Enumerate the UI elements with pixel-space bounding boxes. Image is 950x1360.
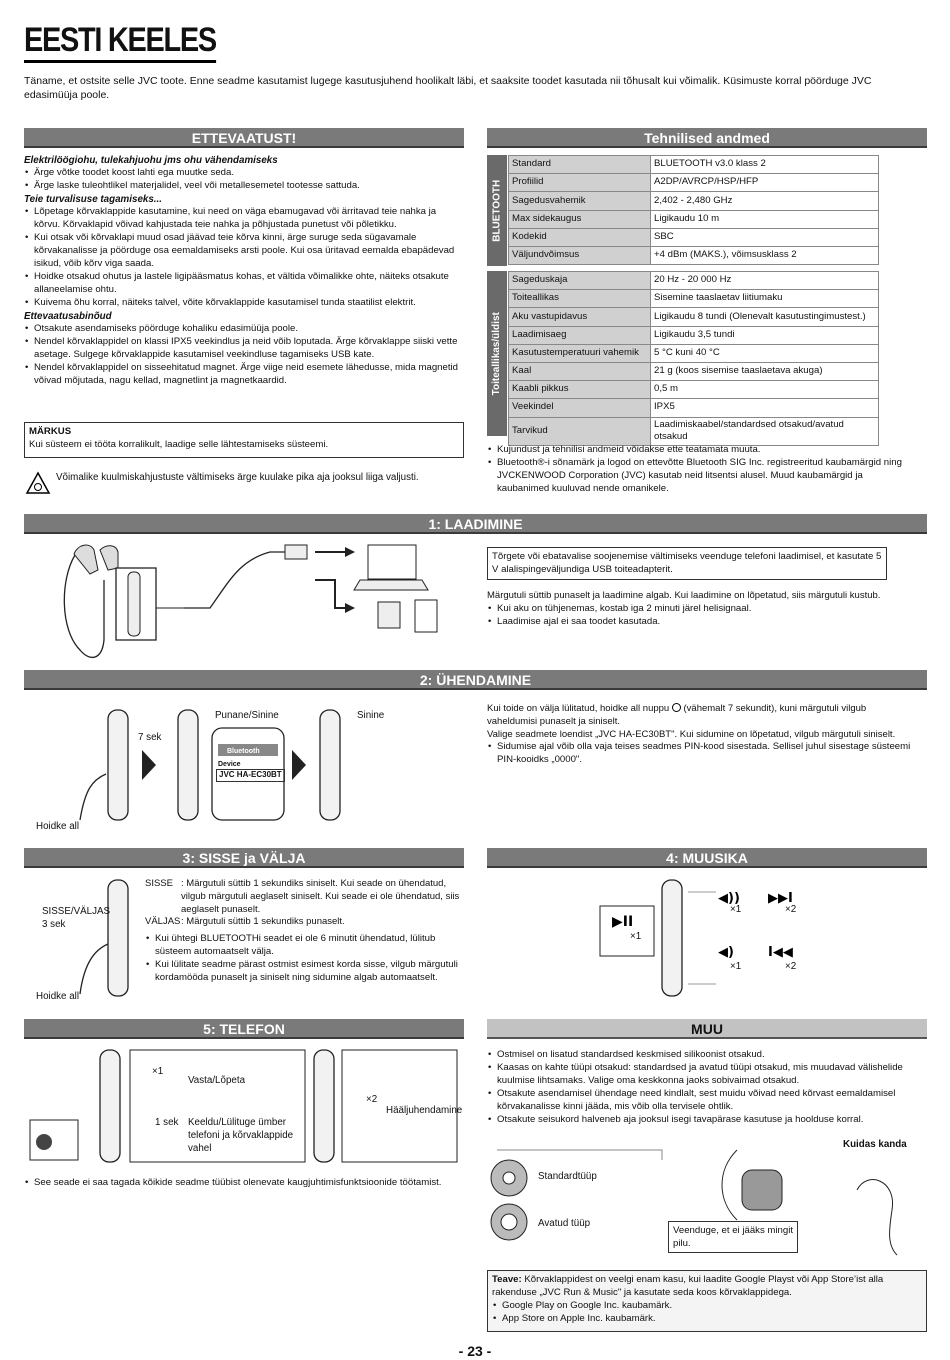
- info-list: [492, 1300, 922, 1326]
- gap-note-box: Veenduge, et ei jääks mingit pilu.: [668, 1221, 798, 1253]
- phone-list: [24, 1177, 464, 1190]
- power-illustration: [70, 874, 140, 1004]
- list-item: • Nendel kõrvaklappidel on sisseehitatud magnet. Ärge viige neid esemete lähedusse, mida magnetid võivad mõjutada, nagu kellad, magnetlint ja magnetkaardid.: [24, 362, 464, 388]
- note-text: Kui süsteem ei tööta korralikult, laadige selle lähtestamiseks süsteemi.: [29, 438, 329, 450]
- page-title: EESTI KEELES: [24, 20, 216, 63]
- music-play-x1: ×1: [630, 931, 642, 942]
- other-list: [487, 1049, 927, 1127]
- other-heading: MUU: [487, 1019, 927, 1039]
- play-pause-icon: ▶II: [612, 914, 634, 930]
- phone-voice-x2: ×2: [366, 1094, 378, 1105]
- music-next-x2: ×2: [785, 904, 797, 915]
- info-box: Teave: Kõrvaklappidest on veelgi enam kasu, kui laadite Google Playst või App Store’ist alla rakenduse „JVC Run & Music" ja kasutate seda koos kõrvaklappidega. • Google Play on Google Inc. kaubamärk. • App Store on Apple Inc. kaubamärk.: [487, 1270, 927, 1332]
- list-item: • Google Play on Google Inc. kaubamärk.: [492, 1300, 922, 1313]
- phone-reject-label: Keeldu/Lülituge ümber telefoni ja kõrvaklappide vahel: [188, 1117, 294, 1155]
- bluetooth-label: BLUETOOTH: [487, 155, 507, 266]
- intro-text: Täname, et ostsite selle JVC toote. Enne seadme kasutamist lugege kasutusjuhend hoolikalt läbi, et saaksite toodet kasutada nii tõhusalt kui võimalik. Küsimuste korral pöörduge JVC edasimüüja poole.: [24, 75, 872, 102]
- list-item: • Ärge laske tuleohtlikel materjalidel, veel või metallesemetel tootesse sattuda.: [24, 180, 464, 193]
- list-item: • Otsakute seisukord halveneb aja jooksul isegi tavapärase kasutuse ja hoolduse korral.: [487, 1114, 927, 1127]
- table-row: [509, 192, 879, 210]
- music-volup-x1: ×1: [730, 904, 742, 915]
- power-list: [145, 933, 460, 985]
- spec-key: Sagedusvahemik: [509, 192, 651, 210]
- caution-s3-list: [24, 323, 464, 388]
- table-row: [509, 156, 879, 174]
- list-item: • Nendel kõrvaklappidel on klassi IPX5 veekindlus ja neid võib loputada. Ärge kõrvaklappe siiski vette asetage. Sulgege kõrvaklappide kasutamisel veekindluse tagamiseks USB kate.: [24, 336, 464, 362]
- note-title: MÄRKUS: [29, 426, 72, 437]
- charging-list: [487, 603, 917, 629]
- caution-heading: ETTEVAATUST!: [24, 128, 464, 148]
- spec-value: +4 dBm (MAKS.), võimsusklass 2: [651, 246, 879, 264]
- list-item: • App Store on Apple Inc. kaubamärk.: [492, 1313, 922, 1326]
- list-item: • Kui otsak või kõrvaklapi muud osad jäävad teie kõrva kinni, ärge suruge seda sügavamale kõrvakanalisse ja pöörduge osa eemaldamiseks arsti poole. Kui osa üritavad eemalda ebapädevad isikud, võib kõrv viga saada.: [24, 232, 464, 271]
- spec-key: Sageduskaja: [509, 272, 651, 290]
- list-item: • Lõpetage kõrvaklappide kasutamine, kui need on väga ebamugavad või ärritavad teie nahka ja kõrvu. Kõrvaklapid võivad kahjustada teie nahka ja põhjustada punetust või põletikku.: [24, 206, 464, 232]
- caution-s2-title: Teie turvalisuse tagamiseks...: [24, 194, 162, 206]
- hearing-warning-icon: [26, 472, 50, 494]
- table-row: [509, 326, 879, 344]
- volume-up-icon: ◀)): [718, 891, 740, 906]
- spec-value: 0,5 m: [651, 381, 879, 399]
- power-hold-label: Hoidke all: [36, 991, 80, 1002]
- spec-value: BLUETOOTH v3.0 klass 2: [651, 156, 879, 174]
- music-voldown-x1: ×1: [730, 961, 742, 972]
- table-row: [509, 344, 879, 362]
- pairing-heading: 2: ÜHENDAMINE: [24, 670, 927, 690]
- spec-value: SBC: [651, 228, 879, 246]
- list-item: • Ostmisel on lisatud standardsed keskmised silikoonist otsakud.: [487, 1049, 927, 1062]
- phone-1sec-label: 1 sek: [155, 1117, 179, 1128]
- list-item: • Bluetooth®-i sõnamärk ja logod on ettevõtte Bluetooth SIG Inc. registreeritud kaubamärgid ning JVCKENWOOD Corporation (JVC) kasutab neid litsentsi alusel. Muud kaubamärgid ja kaubanimed kuuluvad nende omanikele.: [487, 457, 917, 496]
- spec-value: 21 g (koos sisemise taaslaetava akuga): [651, 362, 879, 380]
- general-spec-table: [508, 271, 879, 446]
- music-heading: 4: MUUSIKA: [487, 848, 927, 868]
- table-row: [509, 381, 879, 399]
- music-prev-x2: ×2: [785, 961, 797, 972]
- pairing-list: [487, 741, 917, 767]
- list-item: • Kui ühtegi BLUETOOTHi seadet ei ole 6 minutit ühendatud, lülitub süsteem automaatselt välja.: [145, 933, 460, 959]
- table-row: [509, 246, 879, 264]
- phone-answer-label: Vasta/Lõpeta: [188, 1075, 246, 1086]
- wear-label: Kuidas kanda: [843, 1139, 907, 1150]
- list-item: • Kui aku on tühjenemas, kostab iga 2 minuti järel helisignaal.: [487, 603, 917, 616]
- spec-notes: [487, 444, 917, 496]
- spec-key: Kodekid: [509, 228, 651, 246]
- note-box: [24, 422, 464, 458]
- table-row: [509, 308, 879, 326]
- list-item: • Sidumise ajal võib olla vaja teises seadmes PIN-kood sisestada. Sellisel juhul sisestage süsteemi PIN-kooidks „0000".: [487, 741, 917, 767]
- spec-value: Sisemine taaslaetav liitiumaku: [651, 290, 879, 308]
- table-row: [509, 272, 879, 290]
- spec-key: Veekindel: [509, 399, 651, 417]
- list-item: • Otsakute asendamisel ühendage need kindlalt, sest muidu võivad need kõrvast eemaldamisel kõrvakanalisse kinni jääda, mis võib olla tervisele ohtlik.: [487, 1088, 927, 1114]
- phone-bluetooth-label: Bluetooth: [227, 748, 260, 755]
- spec-value: 2,402 - 2,480 GHz: [651, 192, 879, 210]
- prev-track-icon: I◀◀: [768, 945, 793, 960]
- caution-s3-title: Ettevaatusabinõud: [24, 310, 112, 322]
- spec-value: 20 Hz - 20 000 Hz: [651, 272, 879, 290]
- spec-key: Kaal: [509, 362, 651, 380]
- spec-key: Toiteallikas: [509, 290, 651, 308]
- spec-value: Laadimiskaabel/standardsed otsakud/avatud otsakud: [651, 417, 879, 446]
- spec-key: Standard: [509, 156, 651, 174]
- charging-warning-box: Tõrgete või ebatavalise soojenemise vältimiseks veenduge telefoni laadimisel, et kasutate 5 V alalispingeväljundiga USB toiteadapterit.: [487, 547, 887, 580]
- list-item: • Kujundust ja tehnilisi andmeid võidakse ette teatamata muuta.: [487, 444, 917, 457]
- charging-heading: 1: LAADIMINE: [24, 514, 927, 534]
- phone-heading: 5: TELEFON: [24, 1019, 464, 1039]
- open-tip-label: Avatud tüüp: [538, 1218, 591, 1229]
- spec-key: Max sidekaugus: [509, 210, 651, 228]
- spec-value: Ligikaudu 3,5 tundi: [651, 326, 879, 344]
- table-row: [509, 290, 879, 308]
- spec-key: Kaabli pikkus: [509, 381, 651, 399]
- spec-key: Laadimisaeg: [509, 326, 651, 344]
- charging-text: Märgutuli süttib punaselt ja laadimine algab. Kui laadimine on lõpetatud, siis märgutuli kustub.: [487, 590, 881, 601]
- list-item: • Kui lülitate seadme pärast ostmist esimest korda sisse, vilgub märgutuli kordamööda punaselt ja siniselt ning sidumine algab automaatselt.: [145, 959, 460, 985]
- charging-text-block: [487, 590, 917, 629]
- spec-key: Väljundvõimsus: [509, 246, 651, 264]
- list-item: • Kuivema õhu korral, näiteks talvel, võite kõrvaklappide kasutamisel tunda staatilist elektrit.: [24, 297, 464, 310]
- pairing-redblue-label: Punane/Sinine: [215, 710, 279, 721]
- specs-heading: Tehnilised andmed: [487, 128, 927, 148]
- bluetooth-spec-table: [508, 155, 879, 265]
- spec-key: Kasutustemperatuuri vahemik: [509, 344, 651, 362]
- spec-value: A2DP/AVRCP/HSP/HFP: [651, 174, 879, 192]
- spec-key: Tarvikud: [509, 417, 651, 446]
- spec-value: IPX5: [651, 399, 879, 417]
- list-item: • Laadimise ajal ei saa toodet kasutada.: [487, 616, 917, 629]
- volume-down-icon: ◀): [718, 945, 734, 960]
- table-row: [509, 228, 879, 246]
- spec-value: 5 °C kuni 40 °C: [651, 344, 879, 362]
- list-item: • Kaasas on kahte tüüpi otsakud: standardsed ja avatud tüüpi otsakud, mis muudavad välishelide kuulmise lihtsamaks. Valige oma keskkonna jaoks sobivaimad otsakud.: [487, 1062, 927, 1088]
- table-row: [509, 174, 879, 192]
- general-label: Toiteallikas/üldist: [487, 271, 507, 436]
- phone-model-label: JVC HA-EC30BT: [216, 769, 285, 782]
- caution-body: [24, 154, 464, 388]
- spec-key: Aku vastupidavus: [509, 308, 651, 326]
- power-3sec-label: 3 sek: [42, 919, 66, 930]
- phone-voice-label: Hääljuhendamine: [386, 1105, 463, 1116]
- pairing-7sec-label: 7 sek: [138, 732, 162, 743]
- phone-answer-x1: ×1: [152, 1066, 164, 1077]
- charging-illustration: [60, 540, 470, 670]
- list-item: • Hoidke otsakud ohutus ja lastele ligipääsmatus kohas, et vältida võimalikke ohte, näiteks otsakute allaneelamise ohtu.: [24, 271, 464, 297]
- button-circle-icon: [672, 703, 681, 712]
- list-item: • Otsakute asendamiseks pöörduge kohaliku edasimüüja poole.: [24, 323, 464, 336]
- power-text-block: SISSE : Märgutuli süttib 1 sekundiks siniselt. Kui seade on ühendatud, vilgub märgutuli aeglaselt siniselt. Kui seade ei ole ühendatud, siis aeglaselt punaselt. VÄLJAS : Märgutuli süttib 1 sekundiks punaselt. • Kui ühtegi BLUETOOTHi seadet ei ole 6 minutit ühendatud, lülitub süsteem automaatselt välja. • Kui lülitate seadme pärast ostmist esimest korda sisse, vilgub märgutuli kordamööda punaselt ja siniselt ning sidumine algab automaatselt.: [145, 878, 460, 985]
- list-item: • Ärge võtke toodet koost lahti ega muutke seda.: [24, 167, 464, 180]
- standard-tip-label: Standardtüüp: [538, 1171, 597, 1182]
- pairing-hold-label: Hoidke all: [36, 821, 80, 832]
- caution-s1-list: [24, 167, 464, 193]
- spec-value: Ligikaudu 8 tundi (Olenevalt kasutustingimustest.): [651, 308, 879, 326]
- table-row: [509, 399, 879, 417]
- list-item: • See seade ei saa tagada kõikide seadme tüübist olenevate kaugjuhtimisfunktsioonide töötamist.: [24, 1177, 464, 1190]
- table-row: [509, 362, 879, 380]
- pairing-text2: Valige seadmete loendist „JVC HA-EC30BT". Kui sidumine on lõpetatud, vilgub märgutuli siniselt.: [487, 728, 896, 740]
- table-row: [509, 417, 879, 446]
- pairing-blue-label: Sinine: [357, 710, 385, 721]
- caution-s2-list: [24, 206, 464, 310]
- pairing-text-block: Kui toide on välja lülitatud, hoidke all nuppu (vähemalt 7 sekundit), kuni märgutuli vilgub vaheldumisi punaselt ja siniselt. Valige seadmete loendist „JVC HA-EC30BT". Kui sidumine on lõpetatud, vilgub märgutuli siniselt. • Sidumise ajal võib olla vaja teises seadmes PIN-kood sisestada. Sellisel juhul sisestage süsteemi PIN-kooidks „0000".: [487, 703, 917, 767]
- hearing-warning-text: Võimalike kuulmiskahjustuste vältimiseks ärge kuulake pika aja jooksul liiga valjusti.: [56, 472, 419, 483]
- power-label: SISSE/VÄLJAS: [42, 906, 111, 917]
- caution-s1-title: Elektrilöögiohu, tulekahjuohu jms ohu vähendamiseks: [24, 155, 278, 166]
- page-number: - 23 -: [458, 1343, 492, 1359]
- table-row: [509, 210, 879, 228]
- spec-value: Ligikaudu 10 m: [651, 210, 879, 228]
- power-heading: 3: SISSE ja VÄLJA: [24, 848, 464, 868]
- spec-key: Profiilid: [509, 174, 651, 192]
- phone-device-label: Device: [218, 761, 241, 768]
- next-track-icon: ▶▶I: [768, 891, 793, 906]
